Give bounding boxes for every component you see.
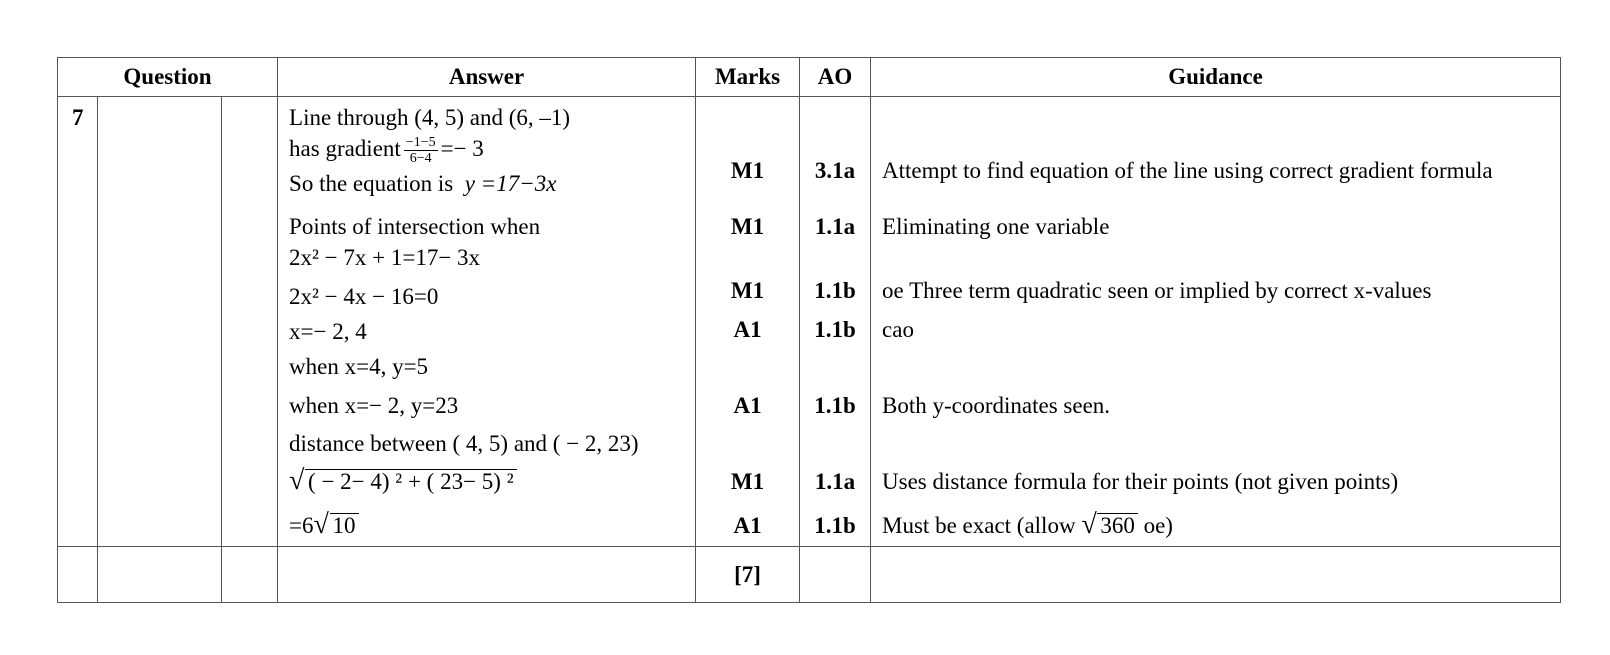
header-question: Question (58, 58, 278, 97)
guidance-note-exact (882, 509, 1560, 540)
guidance-note: cao (882, 317, 914, 342)
result-prefix: =6 (289, 513, 314, 538)
ao-code: 1.1a (814, 214, 856, 239)
question-number: 7 (58, 97, 98, 547)
radicand: ( − 2− 4) ² + ( 23− 5) ² (305, 469, 517, 494)
answer-line: distance between ( 4, 5) and ( − 2, 23) (289, 431, 639, 456)
answer-line-equation (289, 171, 695, 197)
ao-code: 3.1a (814, 158, 856, 183)
square-root (289, 465, 517, 496)
guidance-note: oe Three term quadratic seen or implied by correct x-values (882, 278, 1432, 303)
radicand: 360 (1097, 513, 1138, 538)
answer-line: x=− 2, 4 (289, 319, 367, 344)
total-marks: [7] (696, 547, 800, 603)
guidance-cell (871, 97, 1561, 547)
fraction-numerator: −1−5 (405, 135, 436, 150)
question-row (58, 97, 1561, 547)
question-subpart-cell (222, 97, 278, 547)
total-empty-cell (222, 547, 278, 603)
guidance-note: Attempt to find equation of the line using correct gradient formula (882, 158, 1493, 183)
answer-cell (278, 97, 696, 547)
gradient-label: has gradient (289, 135, 401, 161)
ao-cell (800, 97, 871, 547)
answer-line-distance-formula (289, 465, 695, 496)
mark-scheme-table (57, 57, 1561, 603)
fraction-denominator: 6−4 (409, 151, 432, 166)
radicand: 10 (330, 513, 359, 538)
radical-icon: √ (289, 465, 305, 496)
total-row (58, 547, 1561, 603)
ao-code: 1.1a (814, 469, 856, 494)
guidance-note: Both y-coordinates seen. (882, 393, 1111, 418)
mark: A1 (733, 317, 762, 342)
guidance-note: Uses distance formula for their points (not given points) (882, 469, 1399, 494)
header-row (58, 58, 1561, 97)
header-answer: Answer (278, 58, 696, 97)
answer-line-gradient (289, 135, 695, 166)
total-empty-cell (278, 547, 696, 603)
radical-icon: √ (1081, 509, 1097, 540)
guidance-prefix: Must be exact (allow (882, 513, 1076, 538)
gradient-fraction (404, 135, 438, 166)
mark: M1 (730, 469, 765, 494)
total-empty-cell (800, 547, 871, 603)
marks-cell (696, 97, 800, 547)
answer-line: Points of intersection when (289, 214, 541, 239)
radical-icon: √ (313, 509, 329, 540)
header-guidance: Guidance (871, 58, 1561, 97)
mark: M1 (730, 158, 765, 183)
ao-code: 1.1b (814, 513, 856, 538)
mark: M1 (730, 278, 765, 303)
guidance-note: Eliminating one variable (882, 214, 1110, 239)
equation-math: y =17−3x (464, 171, 557, 196)
answer-line: when x=4, y=5 (289, 354, 429, 379)
ao-code: 1.1b (814, 317, 856, 342)
answer-line: when x=− 2, y=23 (289, 393, 459, 418)
answer-line-result (289, 509, 695, 540)
mark: M1 (730, 214, 765, 239)
answer-line: Line through (4, 5) and (6, –1) (289, 105, 571, 130)
mark: A1 (733, 513, 762, 538)
answer-line: 2x² − 7x + 1=17− 3x (289, 245, 481, 270)
header-marks: Marks (696, 58, 800, 97)
equation-label: So the equation is (289, 171, 454, 196)
mark: A1 (733, 393, 762, 418)
total-empty-cell (871, 547, 1561, 603)
square-root (1081, 509, 1138, 540)
question-part-cell (98, 97, 222, 547)
ao-code: 1.1b (814, 393, 856, 418)
square-root (313, 509, 359, 540)
total-empty-cell (98, 547, 222, 603)
guidance-suffix: oe) (1143, 513, 1173, 538)
gradient-value: =− 3 (440, 135, 484, 161)
answer-line: 2x² − 4x − 16=0 (289, 284, 439, 309)
header-ao: AO (800, 58, 871, 97)
ao-code: 1.1b (814, 278, 856, 303)
total-empty-cell (58, 547, 98, 603)
